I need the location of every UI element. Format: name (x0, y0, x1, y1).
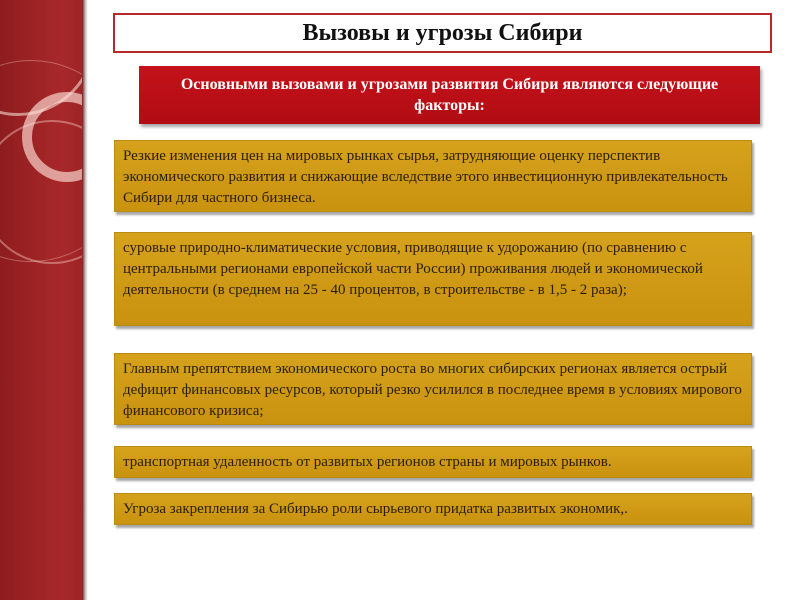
slide-title: Вызовы и угрозы Сибири (302, 19, 583, 46)
decorative-side-band (0, 0, 88, 600)
factor-box-raw-appendage: Угроза закрепления за Сибирью роли сырьевого придатка развитых экономик,. (114, 493, 752, 525)
subtitle-banner (139, 66, 760, 124)
subtitle-text: Основными вызовами и угрозами развития Сибири являются следующие факторы: (180, 76, 719, 114)
slide-title-box (113, 13, 772, 53)
factor-box-price-changes: Резкие изменения цен на мировых рынках сырья, затрудняющие оценку перспектив экономического развития и снижающие вследствие этого инвестиционную привлекательность Сибири для частного бизнеса. (114, 140, 752, 212)
factor-box-transport: транспортная удаленность от развитых регионов страны и мировых рынков. (114, 446, 752, 478)
factor-box-financial-deficit: Главным препятствием экономического роста во многих сибирских регионах является острый дефицит финансовых ресурсов, который резко усилился в последнее время в условиях мирового финансового кризиса; (114, 353, 752, 425)
factor-box-climate: суровые природно-климатические условия, приводящие к удорожанию (по сравнению с центральными регионами европейской части России) проживания людей и экономической деятельности (в среднем на 25 - 40 процентов, в строительстве - в 1,5 - 2 раза); (114, 232, 752, 326)
band-edge (82, 0, 88, 600)
